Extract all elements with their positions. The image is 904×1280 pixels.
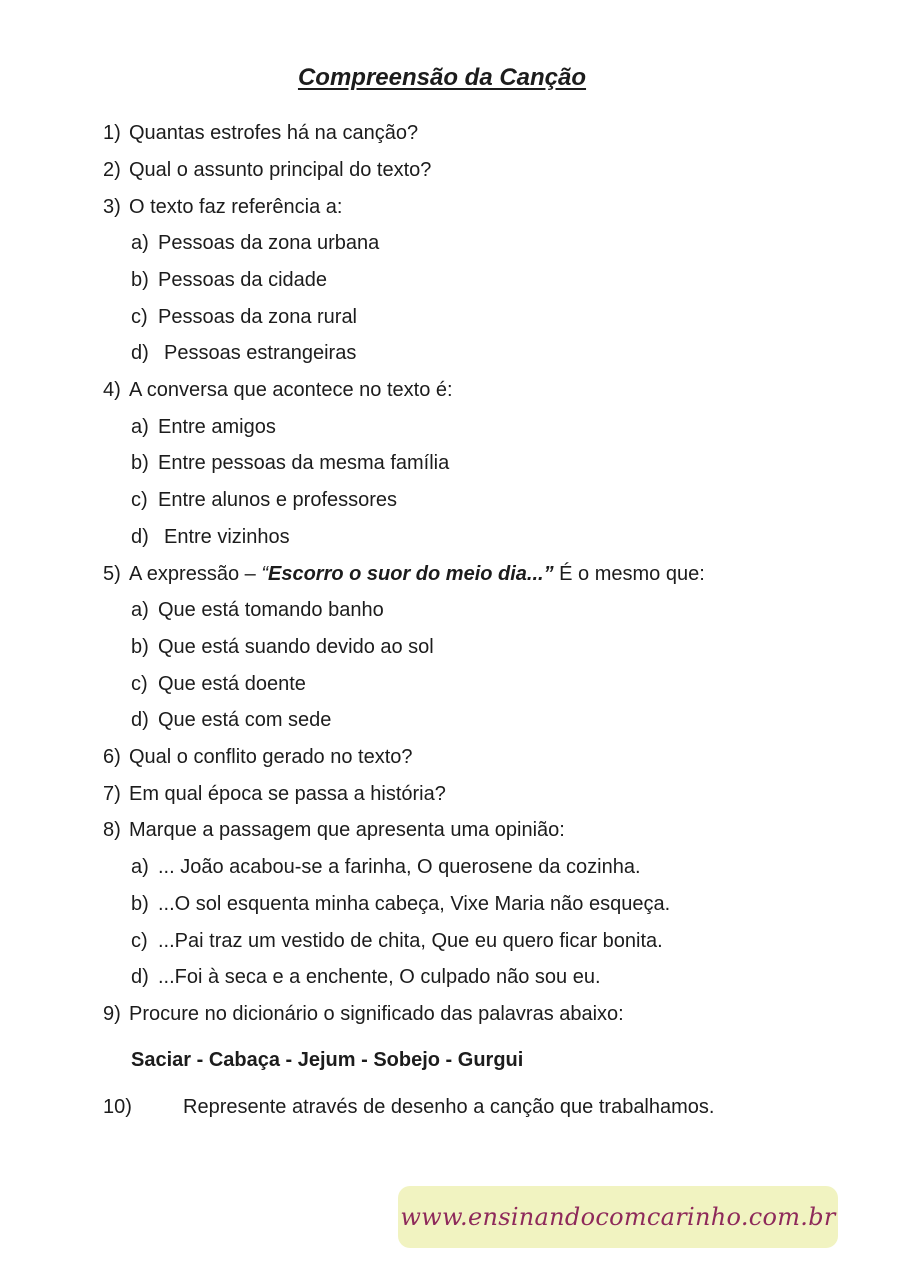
quote-mark: “ <box>261 563 268 585</box>
page-title: Compreensão da Canção <box>297 64 587 91</box>
option-4d <box>131 525 290 549</box>
option-letter: a) <box>131 856 149 878</box>
option-letter: b) <box>131 269 149 291</box>
question-number: 6) <box>103 746 121 768</box>
option-5a <box>131 598 384 622</box>
option-text: Que está tomando banho <box>158 599 384 621</box>
option-letter: c) <box>131 673 148 695</box>
option-text: Pessoas estrangeiras <box>164 342 357 364</box>
question-text: Qual o assunto principal do texto? <box>129 159 432 181</box>
option-text: Entre amigos <box>158 416 276 438</box>
question-5 <box>103 562 705 586</box>
option-letter: d) <box>131 342 149 364</box>
option-letter: d) <box>131 526 149 548</box>
option-letter: d) <box>131 709 149 731</box>
question-number: 7) <box>103 783 121 805</box>
option-text: Que está com sede <box>158 709 332 731</box>
option-letter: c) <box>131 930 148 952</box>
option-letter: b) <box>131 636 149 658</box>
option-text: Pessoas da zona rural <box>158 306 358 328</box>
option-8b <box>131 892 670 916</box>
option-letter: b) <box>131 452 149 474</box>
question-text: A expressão – <box>129 563 262 585</box>
quoted-expression: Escorro o suor do meio dia...” <box>267 563 554 585</box>
question-number: 10) <box>103 1096 132 1118</box>
option-letter: b) <box>131 893 149 915</box>
option-text: Que está doente <box>158 673 306 695</box>
question-text: O texto faz referência a: <box>129 196 343 218</box>
option-3c <box>131 305 357 329</box>
question-number: 5) <box>103 563 121 585</box>
option-letter: c) <box>131 489 148 511</box>
question-text: A conversa que acontece no texto é: <box>129 379 453 401</box>
question-number: 4) <box>103 379 121 401</box>
question-3 <box>103 195 342 219</box>
option-letter: a) <box>131 599 149 621</box>
question-text: Qual o conflito gerado no texto? <box>129 746 413 768</box>
question-text-after: É o mesmo que: <box>553 563 705 585</box>
option-text: Que está suando devido ao sol <box>158 636 434 658</box>
option-8d <box>131 965 601 989</box>
question-text: Em qual época se passa a história? <box>129 783 446 805</box>
option-4b <box>131 451 449 475</box>
question-text: Procure no dicionário o significado das palavras abaixo: <box>129 1003 624 1025</box>
option-letter: a) <box>131 232 149 254</box>
option-4a <box>131 415 276 439</box>
option-5b <box>131 635 434 659</box>
option-8a <box>131 855 641 879</box>
question-text: Quantas estrofes há na canção? <box>129 122 419 144</box>
question-text: Represente através de desenho a canção que trabalhamos. <box>183 1096 715 1118</box>
option-letter: a) <box>131 416 149 438</box>
question-10 <box>103 1095 714 1119</box>
question-4 <box>103 378 453 402</box>
question-6 <box>103 745 413 769</box>
question-1 <box>103 121 418 145</box>
question-number: 1) <box>103 122 121 144</box>
question-text: Marque a passagem que apresenta uma opinião: <box>129 819 565 841</box>
option-5c <box>131 672 306 696</box>
option-text: ...Pai traz um vestido de chita, Que eu quero ficar bonita. <box>158 930 663 952</box>
option-text: ...O sol esquenta minha cabeça, Vixe Maria não esqueça. <box>158 893 671 915</box>
option-text: Entre alunos e professores <box>158 489 398 511</box>
option-text: Entre vizinhos <box>164 526 290 548</box>
option-text: Pessoas da zona urbana <box>158 232 380 254</box>
question-8 <box>103 818 565 842</box>
question-7 <box>103 782 446 806</box>
vocabulary-words: Saciar - Cabaça - Jejum - Sobejo - Gurgui <box>131 1049 524 1071</box>
question-2 <box>103 158 431 182</box>
question-number: 3) <box>103 196 121 218</box>
option-text: ... João acabou-se a farinha, O querosene da cozinha. <box>158 856 641 878</box>
option-3b <box>131 268 327 292</box>
option-3d <box>131 341 356 365</box>
question-number: 9) <box>103 1003 121 1025</box>
option-letter: d) <box>131 966 149 988</box>
website-banner <box>398 1186 838 1248</box>
option-text: Pessoas da cidade <box>158 269 328 291</box>
option-8c <box>131 929 663 953</box>
option-letter: c) <box>131 306 148 328</box>
option-3a <box>131 231 379 255</box>
option-text: ...Foi à seca e a enchente, O culpado não sou eu. <box>158 966 601 988</box>
option-5d <box>131 708 331 732</box>
website-url: www.ensinandocomcarinho.com.br <box>400 1203 836 1231</box>
question-9 <box>103 1002 624 1026</box>
option-text: Entre pessoas da mesma família <box>158 452 450 474</box>
option-4c <box>131 488 397 512</box>
question-number: 8) <box>103 819 121 841</box>
question-number: 2) <box>103 159 121 181</box>
